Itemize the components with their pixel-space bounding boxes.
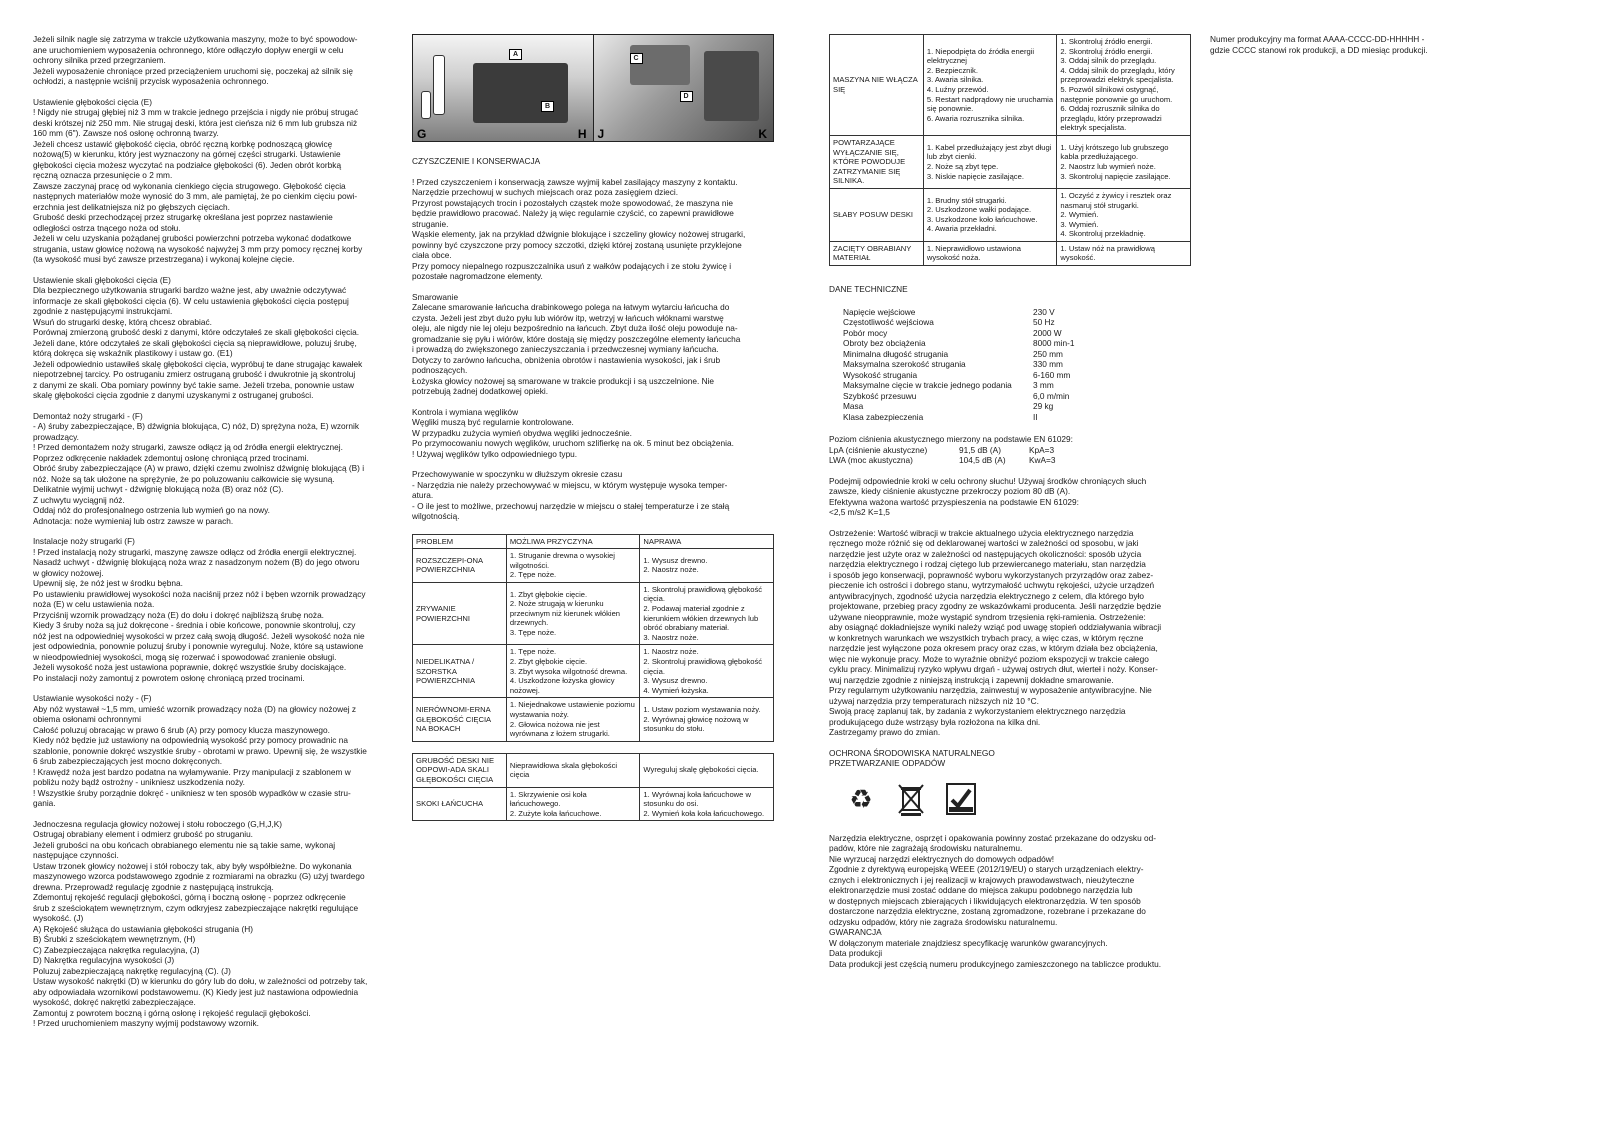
- text-line: Obróć śruby zabezpieczające (A) w prawo, dzięki czemu zwolnisz dźwignię blokującą (B) i: [33, 463, 365, 473]
- text-line: gromadzanie się pyłu i wiórów, które dostają się między poszczególne elementy łańcucha: [412, 333, 741, 344]
- text-line: ! Używaj węglików tylko odpowiedniego typu.: [412, 448, 578, 459]
- text-line: dostarczone narzędzia elektryczne, zostaną zgromadzone, rozebrane i przekazane do: [829, 906, 1146, 917]
- template-block-image: [433, 55, 445, 115]
- text-line: gdzie CCCC stanowi rok produkcji, a DD miesiąc produkcji.: [1210, 44, 1428, 55]
- text-line: więc nie wykonuje pracy. Może to wyraźnie obniżyć poziom ekspozycji w trakcie całego: [829, 653, 1149, 664]
- spec-label: Wysokość strugania: [843, 369, 918, 380]
- spec-value: 230 V: [1033, 306, 1055, 317]
- text-line: Narzędzie przechowuj w suchych miejscach oraz poza zasięgiem dzieci.: [412, 187, 679, 197]
- text-line: następnych materiałów może wynosić do 3 mm, ale pamiętaj, że po cienkim cięciu powi-: [33, 191, 358, 201]
- cause-cell: 1. Skrzywienie osi koła łańcuchowego. 2. Zużyte koła łańcuchowe.: [506, 787, 640, 821]
- text-line: odzysku odpadów, który nie zagraża środowisku naturalnemu.: [829, 916, 1058, 927]
- problem-cell: SŁABY POSUW DESKI: [830, 188, 924, 241]
- template-small-image: [421, 91, 431, 119]
- text-line: Jeżeli wysokość noża jest ustawiona poprawnie, dokręć wszystkie śruby dociskające.: [33, 662, 347, 672]
- table-row: [413, 787, 774, 821]
- text-line: będzie prawidłowo pracować. Należy ją więc regularnie czyścić, co zapewni prawidłowe: [412, 208, 734, 218]
- text-line: GWARANCJA: [829, 927, 882, 938]
- cause-cell: 1. Tępe noże. 2. Zbyt głębokie cięcie. 3. Zbyt wysoka wilgotność drewna. 4. Uszkodzone łożyska głowicy nożowej.: [506, 645, 640, 698]
- text-line: Wsuń do strugarki deskę, którą chcesz obrabiać.: [33, 316, 212, 327]
- noise-title: Poziom ciśnienia akustycznego mierzony na podstawie EN 61029:: [829, 434, 1073, 445]
- text-line: wilgotnością.: [412, 511, 460, 521]
- spec-value: 6,0 m/min: [1033, 390, 1070, 401]
- spec-value: II: [1033, 411, 1038, 422]
- problem-cell: ROZSZCZEPI-ONA POWIERZCHNIA: [413, 549, 507, 583]
- text-line: Jeżeli w celu uzyskania pożądanej grubości powierzchni potrzeba wykonać dodatkowe: [33, 233, 352, 243]
- text-line: nóż jest na odpowiedniej wysokości w przez całą swoją długość. Jeżeli wysokość noża nie: [33, 630, 365, 641]
- text-line: narzędzie jest użyte oraz w zależności od następujących okoliczności: sposób użycia: [829, 548, 1142, 559]
- text-line: którą dokręca się wskaźnik plastikowy i ustaw go. (E1): [33, 348, 233, 358]
- text-line: Smarowanie: [412, 291, 459, 302]
- text-line: wysokość. (J): [33, 913, 84, 923]
- planer-machine-image: [473, 63, 568, 123]
- fix-cell: Wyreguluj skalę głębokości cięcia.: [640, 753, 774, 787]
- table-header-fix: NAPRAWA: [640, 534, 774, 549]
- tech-specs: [843, 307, 1191, 423]
- text-line: używane nieopprawnie, może wystąpić syndrom trzęsienia ręki-ramienia. Ostrzeżenie:: [829, 611, 1146, 622]
- text-line: Przy pomocy niepalnego rozpuszczalnika usuń z wałków podających i ze stołu żywicę i: [412, 260, 732, 271]
- figure-label-g: G: [417, 126, 427, 141]
- text-line: Zawsze zaczynaj pracę od wykonania cienkiego cięcia strugowego. Głębokość cięcia: [33, 180, 346, 191]
- text-line: B) Śrubki z sześciokątem wewnętrznym, (H): [33, 934, 196, 944]
- fix-cell: 1. Oczyść z żywicy i resztek oraz nasmaruj stół strugarki. 2. Wymień. 3. Wymień. 4. Skontroluj przekładnię.: [1057, 188, 1191, 241]
- cause-cell: Nieprawidłowa skala głębokości cięcia: [506, 753, 640, 787]
- text-line: Jeżeli dane, które odczytałeś ze skali głębokości cięcia są nieprawidłowe, poluzuj śrubę,: [33, 337, 357, 348]
- text-line: Zamontuj z powrotem boczną i górną osłonę i rękojeść regulacji głębokości.: [33, 1007, 311, 1018]
- fix-cell: 1. Wysusz drewno. 2. Naostrz noże.: [640, 549, 774, 583]
- text-line: Jednoczesna regulacja głowicy nożowej i stołu roboczego (G,H,J,K): [33, 818, 283, 829]
- spacer: [33, 683, 396, 693]
- cause-cell: 1. Struganie drewna o wysokiej wilgotności. 2. Tępe noże.: [506, 549, 640, 583]
- text-line: Narzędzia elektryczne, osprzęt i opakowania powinny zostać przekazane do odzysku od-: [829, 832, 1156, 843]
- text-line: ! Przed demontażem noży strugarki, zawsze odłącz ją od źródła energii elektrycznej.: [33, 442, 343, 452]
- table-spacer: [413, 741, 774, 753]
- spec-row: [843, 317, 1191, 328]
- spec-value: 50 Hz: [1033, 317, 1055, 328]
- spec-label: Szybkość przesuwu: [843, 390, 917, 401]
- text-line: używaj narzędzia przy temperaturach niższych niż 10 °C.: [829, 695, 1039, 706]
- column-2: [412, 34, 774, 821]
- spec-value: 3 mm: [1033, 380, 1054, 391]
- text-line: Demontaż noży strugarki - (F): [33, 410, 143, 421]
- text-line: ochrony silnika przed przegrzaniem.: [33, 55, 166, 65]
- text-line: Węgliki muszą być regularnie kontrolowane.: [412, 417, 574, 427]
- text-line: Efektywna ważona wartość przyspieszenia na podstawie EN 61029:: [829, 496, 1079, 507]
- text-line: (ta wysokość musi być zawsze przestrzegana) i wykonaj kolejne cięcie.: [33, 254, 295, 264]
- table-row: [830, 241, 1191, 265]
- text-line: Po instalacji noży zamontuj z powrotem osłonę chroniącą przed trocinami.: [33, 672, 305, 683]
- callout-d: D: [680, 91, 693, 102]
- spacer: [412, 282, 774, 292]
- text-line: Ostrugaj obrabiany element i odmierz grubość po struganiu.: [33, 829, 253, 839]
- spec-value: 250 mm: [1033, 348, 1063, 359]
- spec-label: Napięcie wejściowe: [843, 306, 916, 317]
- text-line: aby osiągnąć dokładniejsze wyniki należy wziąć pod uwagę stopień oddziaływania wibracji: [829, 622, 1162, 633]
- text-line: strugania, ustaw głowicę nożową na wysokość najwyżej 3 mm przy pomocy ręcznej korby: [33, 243, 363, 254]
- spec-row: [843, 370, 1191, 381]
- text-line: potrzebują żadnej dodatkowej opieki.: [412, 386, 549, 396]
- text-line: i sposób jego konserwacji, poprawność wyboru wykorzystanych przyrządów oraz zabez-: [829, 569, 1154, 580]
- spacer: [829, 518, 1191, 528]
- text-line: Ustaw wysokość nakrętki (D) w kierunku do góry lub do dołu, w zależności od potrzeby tak,: [33, 976, 368, 986]
- spec-label: Klasa zabezpieczenia: [843, 411, 924, 422]
- text-line: szablonie, ponownie dokręć wszystkie śruby - obrotami w prawo. Upewnij się, że wszystkie: [33, 745, 367, 756]
- text-line: Ustawianie wysokości noży - (F): [33, 693, 152, 703]
- text-line: Kontrola i wymiana węglików: [412, 406, 519, 417]
- text-line: OCHRONA ŚRODOWISKA NATURALNEGO: [829, 747, 995, 758]
- figure-label-k: K: [758, 126, 767, 141]
- text-line: Instalacje noży strugarki (F): [33, 536, 135, 546]
- figure-label-h: H: [577, 126, 587, 141]
- text-line: Kiedy nóż będzie już ustawiony na odpowiednią wysokość przy pomocy prowadnic na: [33, 735, 348, 745]
- planer-head-image: [630, 45, 690, 85]
- fix-cell: 1. Ustaw nóż na prawidłową wysokość.: [1057, 241, 1191, 265]
- text-line: pieczenie ich ostrości i dobrego stanu, wytrzymałość uchwytu rękojeści, użycie urządzeń: [829, 580, 1155, 591]
- text-line: 6 śrub zabezpieczających jest mocno dokręconych.: [33, 756, 223, 766]
- spec-row: [843, 338, 1191, 349]
- text-line: Ustaw trzonek głowicy nożowej i stół roboczy tak, aby były współbieżne. Do wykonania: [33, 860, 352, 871]
- text-line: Upewnij się, że nóż jest w środku bębna.: [33, 578, 183, 588]
- spec-row: [843, 349, 1191, 360]
- text-line: Ustawienie skali głębokości cięcia (E): [33, 274, 171, 285]
- spacer: [33, 809, 396, 819]
- fix-cell: 1. Naostrz noże. 2. Skontroluj prawidłową głębokość cięcia. 3. Wysusz drewno. 4. Wymień łożyska.: [640, 645, 774, 698]
- text-line: w konkretnych warunkach we wszystkich trybach pracy, a więc czas, w którym ręczne: [829, 632, 1144, 643]
- text-line: Zdemontuj rękojeść regulacji głębokości, górną i boczną osłonę - poprzez odkręcenie: [33, 892, 346, 902]
- text-line: Zalecane smarowanie łańcucha drabinkowego polega na łatwym wytarciu łańcucha do: [412, 302, 730, 312]
- noise-block: [829, 434, 1191, 466]
- text-line: Ustawienie głębokości cięcia (E): [33, 96, 152, 107]
- text-line: ! Przed instalacją noży strugarki, maszynę zawsze odłącz od źródła energii elektrycznej.: [33, 546, 357, 557]
- text-line: Nie wyrzucaj narzędzi elektrycznych do domowych odpadów!: [829, 853, 1055, 864]
- text-line: Po ustawieniu prawidłowej wysokości noża naciśnij przez nóż i bęben wzornik prowadzący: [33, 588, 366, 599]
- text-line: padów, które nie zagrażają środowisku naturalnemu.: [829, 843, 1023, 854]
- noise-label: LpA (ciśnienie akustyczne): [829, 444, 928, 455]
- text-line: Jeżeli silnik nagle się zatrzyma w trakcie użytkowania maszyny, może to być spowodow-: [33, 34, 358, 44]
- table-header-cause: MOŻLIWA PRZYCZYNA: [506, 534, 640, 549]
- recycle-icon: ♻: [849, 783, 873, 814]
- text-line: zawsze, kiedy ciśnienie akustyczne przekroczy poziom 80 dB (A).: [829, 486, 1071, 497]
- noise-k-value: KpA=3: [1029, 444, 1055, 455]
- spec-value: 6-160 mm: [1033, 369, 1071, 380]
- text-line: Adnotacja: noże wymieniaj lub ostrz zawsze w parach.: [33, 515, 234, 526]
- text-line: ochłodzi, a następnie wciśnij przycisk wyposażenia ochronnego.: [33, 76, 269, 86]
- spacer: [412, 459, 774, 469]
- text-line: Przyrost powstających trocin i pozostałych cząstek może spowodować, że maszyna nie: [412, 197, 733, 208]
- text-line: 160 mm (6"). Zawsze noś osłonę ochronną twarzy.: [33, 128, 219, 138]
- text-line: Porównaj zmierzoną grubość deski z danymi, które odczytałeś ze skali głębokości cięcia.: [33, 327, 360, 337]
- disposal-text: [829, 833, 1191, 970]
- problem-cell: ZACIĘTY OBRABIANY MATERIAŁ: [830, 241, 924, 265]
- text-line: Delikatnie wyjmij uchwyt - dźwignię blokującą noża (B) oraz nóż (C).: [33, 484, 284, 494]
- text-line: maszynowego wzorca podstawowego zgodnie z rozmiarami na obrazku (G) użyj twardego: [33, 871, 365, 881]
- spacer: [33, 526, 396, 536]
- text-line: antywibracyjnych, zgodność użycia narzędzia elektrycznego z celem, dla którego było: [829, 590, 1144, 601]
- maintenance-text: [412, 156, 774, 522]
- text-line: projektowane, przebieg pracy zgodny ze wskazówkami producenta. Jeśli narzędzie będzie: [829, 601, 1162, 612]
- noise-k-value: KwA=3: [1029, 455, 1056, 466]
- text-line: jest odpowiednia, ponownie poluzuj śruby i ponownie wyreguluj. Noże, które są ustawione: [33, 641, 364, 651]
- noise-label: LWA (moc akustyczna): [829, 455, 913, 466]
- text-line: ! Przed uruchomieniem maszyny wyjmij podstawowy wzornik.: [33, 1018, 259, 1028]
- text-line: noża (E) w celu ustawienia noża.: [33, 599, 155, 609]
- text-line: produkującego duże wstrząsy była rozłożona na kilka dni.: [829, 716, 1041, 727]
- spec-label: Masa: [843, 401, 864, 412]
- text-line: Ostrzeżenie: Wartość wibracji w trakcie aktualnego użycia elektrycznego narzędzia: [829, 527, 1134, 538]
- fix-cell: 1. Użyj krótszego lub grubszego kabla przedłużającego. 2. Naostrz lub wymień noże. 3. Skontroluj napięcie zasilające.: [1057, 135, 1191, 188]
- callout-a: A: [509, 49, 522, 60]
- figure-panel-jk: [594, 35, 774, 141]
- text-line: obiema osłonami ochronnymi: [33, 714, 141, 724]
- text-line: struganie.: [412, 218, 449, 229]
- spacer: [412, 397, 774, 407]
- text-line: narzędzie jest wyłączone poza okresem pracy oraz czas, w którym działa bez obciążenia,: [829, 643, 1158, 654]
- text-line: A) Rękojeść służąca do ustawiania głębokości strugania (H): [33, 923, 253, 934]
- text-line: Data produkcji: [829, 948, 883, 959]
- text-line: ręcznego może różnić się od deklarowanej wartości w zależności od sposobu, w jaki: [829, 538, 1139, 549]
- troubleshooting-table-1: [412, 534, 774, 822]
- text-line: - Narzędzia nie należy przechowywać w miejscu, w którym występuje wysoka temper-: [412, 479, 728, 490]
- table-row: [413, 753, 774, 787]
- text-line: Z uchwytu wyciągnij nóż.: [33, 494, 125, 505]
- spec-row: [843, 380, 1191, 391]
- table-row: [413, 582, 774, 645]
- cause-cell: 1. Zbyt głębokie cięcie. 2. Noże strugają w kierunku przeciwnym niż kierunek włókien drzewnych. 3. Tępe noże.: [506, 582, 640, 645]
- spec-label: Obroty bez obciążenia: [843, 338, 926, 349]
- figure-label-j: J: [597, 126, 605, 141]
- text-line: nożową(5) w kierunku, który jest wyznaczony na górnej części strugarki. Ustawienie: [33, 149, 341, 159]
- callout-c: C: [630, 53, 643, 64]
- spacer: [33, 265, 396, 275]
- text-line: czysta. Jeżeli jest zbyt dużo pyłu lub wiórów itp, wetrzyj w łańcuch włóknami warstwę: [412, 312, 724, 323]
- text-line: erzchnia jest delikatniejsza niż po głębszych cięciach.: [33, 201, 230, 212]
- text-line: Kiedy 3 śruby noża są już dokręcone - średnia i obie końcowe, ponownie skontroluj, czy: [33, 620, 356, 630]
- problem-cell: GRUBOŚĆ DESKI NIE ODPOWI-ADA SKALI GŁĘBOKOŚCI CIĘCIA: [413, 753, 507, 787]
- text-line: ciała obce.: [412, 250, 452, 260]
- text-line: pozostałe nagromadzone elementy.: [412, 271, 543, 281]
- planer-side-image: [704, 51, 759, 121]
- spec-row: [843, 328, 1191, 339]
- table-row: [413, 698, 774, 741]
- text-line: skalę głębokości cięcia zgodnie z danymi uzyskanymi z ostruganej grubości.: [33, 390, 314, 400]
- text-line: z danymi ze skali. Oba pomiary powinny być takie same. Jeżeli trzeba, ponownie ustaw: [33, 379, 354, 390]
- cause-cell: 1. Kabel przedłużający jest zbyt długi lub zbyt cienki. 2. Noże są zbyt tępe. 3. Niskie napięcie zasilające.: [923, 135, 1057, 188]
- text-line: Numer produkcyjny ma format AAAA-CCCC-DD-HHHHH -: [1210, 34, 1425, 44]
- fix-cell: 1. Ustaw poziom wystawania noży. 2. Wyrównaj głowicę nożową w stosunku do stołu.: [640, 698, 774, 741]
- rohs-icon: [943, 781, 979, 817]
- text-line: cyklu pracy. Minimalizuj ryzyko wpływu drgań - używaj ostrych dłut, wierteł i noży. Konser-: [829, 664, 1158, 675]
- troubleshooting-table-2: [829, 34, 1191, 266]
- text-line: Swoją pracę zaplanuj tak, by zadania z wykorzystaniem elektrycznego narzędzia: [829, 706, 1126, 717]
- problem-cell: SKOKI ŁAŃCUCHA: [413, 787, 507, 821]
- text-line: Poprzez odkręcenie nakładek zdemontuj osłonę chroniącą przed trocinami.: [33, 452, 309, 463]
- text-line: narzędzia elektrycznego i rodzaj ciętego lub przewiercanego materiału, stan narzędzia: [829, 559, 1146, 570]
- text-line: Jeżeli chcesz ustawić głębokość cięcia, obróć ręczną korbkę podnoszącą głowicę: [33, 138, 333, 149]
- text-line: Dla bezpiecznego użytkowania strugarki bardzo ważne jest, aby uważnie odczytywać: [33, 285, 347, 295]
- spec-row: [843, 359, 1191, 370]
- noise-value: 91,5 dB (A): [959, 444, 1001, 455]
- text-line: cznych i elektronicznych i jej realizacji w krajowych prawodawstwach, nieużyteczne: [829, 874, 1135, 885]
- text-line: D) Nakrętka regulacyjna wysokości (J): [33, 955, 175, 965]
- spec-value: 8000 min-1: [1033, 338, 1075, 349]
- text-line: pobliżu noży bądź ostrożny - unikniesz uszkodzenia noży.: [33, 777, 245, 787]
- problem-cell: POWTARZAJĄCE WYŁĄCZANIE SIĘ, KTÓRE POWODUJE ZATRZYMANIE SIĘ SILNIKA.: [830, 135, 924, 188]
- text-line: oleju, ale nigdy nie lej oleju bezpośrednio na łańcuch. Zbyt duża ilość oleju powoduje na-: [412, 323, 738, 333]
- column-4: [1210, 34, 1472, 55]
- text-line: Podejmij odpowiednie kroki w celu ochrony słuchu! Używaj środków chroniących słuch: [829, 475, 1147, 486]
- weee-bin-icon: [893, 781, 929, 817]
- text-line: ! Krawędź noża jest bardzo podatna na wyłamywanie. Przy manipulacji z szablonem w: [33, 766, 351, 777]
- text-line: drewna. Przeprowadź regulację zgodnie z następującą instrukcją.: [33, 881, 274, 892]
- problem-cell: NIERÓWNOMI-ERNA GŁĘBOKOŚĆ CIĘCIA NA BOKACH: [413, 698, 507, 741]
- text-line: gania.: [33, 798, 56, 808]
- text-line: zgodnie z następującymi instrukcjami.: [33, 306, 173, 316]
- text-line: Przyciśnij wzornik prowadzący noża (E) do dołu i dokręć najbliższą śrubę noża.: [33, 609, 324, 620]
- spec-row: [843, 391, 1191, 402]
- figure-ghjk: [412, 34, 774, 142]
- fix-cell: 1. Skontroluj prawidłową głębokość cięcia. 2. Podawaj materiał zgodnie z kierunkiem włókien drzewnych lub obróć obrabiany materiał. 3. Naostrz noże.: [640, 582, 774, 645]
- text-line: i prowadzą do zwiększonego zanieczyszczania i przedwczesnej wymiany łańcucha.: [412, 344, 719, 354]
- table-row: [830, 35, 1191, 136]
- cause-cell: 1. Niejednakowe ustawienie poziomu wystawania noży. 2. Głowica nożowa nie jest wyrównana z łożem strugarki.: [506, 698, 640, 741]
- table-row: [413, 645, 774, 698]
- text-line: <2,5 m/s2 K=1,5: [829, 507, 890, 518]
- fix-cell: 1. Wyrównaj koła łańcuchowe w stosunku do osi. 2. Wymień koła koła łańcuchowego.: [640, 787, 774, 821]
- text-line: ręczną oznacza przesunięcie o 2 mm.: [33, 170, 173, 180]
- text-line: - O ile jest to możliwe, przechowuj narzędzie w miejscu o stałej temperaturze i ze stałą: [412, 500, 730, 511]
- text-line: elektronarzędzie musi zostać oddane do miejsca zakupu podobnego narzędzia lub: [829, 885, 1133, 896]
- text-line: C) Zabezpieczająca nakrętka regulacyjna, (J): [33, 944, 200, 955]
- spacer: [33, 87, 396, 97]
- text-line: Całość poluzuj obracając w prawo 6 śrub (A) przy pomocy klucza maszynowego.: [33, 724, 330, 735]
- text-line: prowadzący.: [33, 431, 79, 442]
- noise-row: [829, 455, 1191, 466]
- text-line: ! Nigdy nie strugaj głębiej niż 3 mm w trakcie jednego przejścia i nigdy nie próbuj strugać: [33, 107, 359, 117]
- text-line: Wąskie elementy, jak na przykład dźwignie blokujące i szczeliny głowicy nożowej strugarki,: [412, 229, 746, 239]
- cause-cell: 1. Nieprawidłowo ustawiona wysokość noża.: [923, 241, 1057, 265]
- cause-cell: 1. Brudny stół strugarki. 2. Uszkodzone wałki podające. 3. Uszkodzone koło łańcuchowe. 4. Awaria przekładni.: [923, 188, 1057, 241]
- text-line: podnoszących.: [412, 365, 468, 375]
- text-line: śrub z sześciokątem wewnętrznym, czym odkryjesz zabezpieczające nakrętki regulujące: [33, 902, 359, 913]
- text-line: ane uruchomieniem wyposażenia ochronnego, które odłączyło dopływ energii w celu: [33, 44, 344, 55]
- text-line: deski krótszej niż 250 mm. Nie strugaj deski, która jest cieńsza niż 6 mm lub grubsza niż: [33, 117, 358, 128]
- text-line: w dostępnych miejscach zbierających i likwidujących elektronarzędzia. W ten sposób: [829, 895, 1141, 906]
- spec-label: Maksymalna szerokość strugania: [843, 359, 966, 370]
- text-line: głębokości cięcia możesz wyczytać na podziałce głębokości (6). Jeden obrót korbką: [33, 159, 342, 170]
- text-line: ! Wszystkie śruby porządnie dokręć - unikniesz w ten sposób wypadków w czasie stru-: [33, 787, 351, 798]
- warnings-text: [829, 476, 1191, 769]
- tech-data-title: DANE TECHNICZNE: [829, 284, 908, 295]
- text-line: Nasadź uchwyt - dźwignię blokującą noża wraz z nasadzonym nożem (B) do jego otworu: [33, 557, 360, 567]
- text-line: w nieodpowiedniej wysokości, mogą się rozerwać i spowodować zranienie obsługi.: [33, 651, 337, 662]
- spacer: [829, 738, 1191, 748]
- text-line: powinny być czyszczone przy pomocy szczotki, dzięki której zostaną usunięte przyklejone: [412, 239, 742, 250]
- text-line: Dotyczy to zarówno łańcucha, obniżenia obrotów i nastawienia wysokości, jak i śrub: [412, 354, 721, 365]
- text-line: Zastrzegamy prawo do zmian.: [829, 727, 941, 738]
- table-row: [830, 188, 1191, 241]
- text-line: W przypadku zużycia wymień obydwa węgliki jednocześnie.: [412, 427, 632, 438]
- column-3: [829, 34, 1191, 969]
- figure-panel-gh: [413, 35, 594, 141]
- text-line: PRZETWARZANIE ODPADÓW: [829, 758, 946, 769]
- fix-cell: 1. Skontroluj źródło energii. 2. Skontroluj źródło energii. 3. Oddaj silnik do przeglądu. 4. Oddaj silnik do przeglądu, który przeprowadzi elektryk specjalista. 5. Pozwól silnikowi ostygnąć, następnie ponownie go uruchom. 6. Oddaj rozrusznik silnika do przeglądu, który przeprowadzi elektryk specjalista.: [1057, 35, 1191, 136]
- text-line: atura.: [412, 490, 434, 500]
- text-line: aby odpowiadała wzornikowi podstawowemu. (K) Kiedy jest już nastawiona odpowiednia: [33, 986, 359, 997]
- environment-icons: [843, 781, 1191, 817]
- spec-value: 29 kg: [1033, 401, 1054, 412]
- callout-b: B: [541, 101, 554, 112]
- text-line: wuj narzędzie zgodnie z niniejszą instrukcją i zapewnij dokładne smarowanie.: [829, 674, 1114, 685]
- text-line: Przechowywanie w spoczynku w dłuższym okresie czasu: [412, 469, 623, 479]
- text-line: w głowicy nożowej.: [33, 567, 104, 578]
- spec-label: Częstotliwość wejściowa: [843, 317, 934, 328]
- spec-row: [843, 307, 1191, 318]
- text-line: Jeżeli wyposażenie chroniące przed przeciążeniem uruchomi się, poczekaj aż silnik się: [33, 65, 354, 76]
- spec-label: Pobór mocy: [843, 327, 888, 338]
- text-line: Jeżeli grubości na obu końcach obrabianego elementu nie są takie same, wykonaj: [33, 839, 336, 850]
- text-line: nóż. Noże są tak ułożone na sprężynie, że po poluzowaniu całkowicie się wysuną.: [33, 473, 335, 484]
- spec-label: Minimalna długość strugania: [843, 348, 949, 359]
- problem-cell: NIEDELIKATNA / SZORSTKA POWIERZCHNIA: [413, 645, 507, 698]
- text-line: odległości ostrza tnącego noża od stołu.: [33, 222, 181, 233]
- text-line: Łożyska głowicy nożowej są smarowane w trakcie produkcji i są uszczelnione. Nie: [412, 375, 715, 386]
- text-line: informacje ze skali głębokości cięcia (6). W celu ustawienia głębokości cięcia postępuj: [33, 295, 349, 306]
- spec-value: 330 mm: [1033, 359, 1063, 370]
- table-row: [413, 549, 774, 583]
- text-line: następujące czynności.: [33, 850, 119, 860]
- text-line: wysokość, dokręć nakrętki zabezpieczające.: [33, 997, 196, 1007]
- text-line: Po przymocowaniu nowych węglików, uruchom szlifierkę na ok. 5 minut bez obciążenia.: [412, 438, 734, 448]
- spacer: [412, 167, 774, 177]
- spec-row: [843, 412, 1191, 423]
- table-header-problem: PROBLEM: [413, 534, 507, 549]
- column-1: [33, 34, 396, 1029]
- text-line: niepotrzebnej tarcicy. Po ostruganiu zmierz ostruganą grubość i dwukrotnie ją skontroluj: [33, 369, 356, 379]
- cause-cell: 1. Niepodpięta do źródła energii elektrycznej 2. Bezpiecznik. 3. Awaria silnika. 4. Luźny przewód. 5. Restart nadprądowy nie uruchamia się ponownie. 6. Awaria rozrusznika silnika.: [923, 35, 1057, 136]
- spec-row: [843, 401, 1191, 412]
- text-line: Przy regularnym użytkowaniu narzędzia, zainwestuj w wyposażenie antywibracyjne. Nie: [829, 685, 1152, 696]
- noise-value: 104,5 dB (A): [959, 455, 1006, 466]
- noise-row: [829, 445, 1191, 456]
- problem-cell: MASZYNA NIE WŁĄCZA SIĘ: [830, 35, 924, 136]
- text-line: Poluzuj zabezpieczającą nakrętkę regulacyjną (C). (J): [33, 965, 231, 976]
- table-row: [830, 135, 1191, 188]
- text-line: Data produkcji jest częścią numeru produkcyjnego zamieszczonego na tabliczce produktu.: [829, 958, 1162, 969]
- text-line: Aby nóż wystawał ~1,5 mm, umieść wzornik prowadzący noża (D) na głowicy nożowej z: [33, 703, 357, 714]
- text-line: - A) śruby zabezpieczające, B) dźwignia blokująca, C) nóż, D) sprężyna noża, E) wzornik: [33, 421, 360, 431]
- spec-value: 2000 W: [1033, 327, 1062, 338]
- text-line: Zgodnie z dyrektywą europejską WEEE (2012/19/EU) o starych urządzeniach elektry-: [829, 864, 1144, 875]
- spacer: [33, 401, 396, 411]
- text-line: Grubość deski przechodzącej przez strugarkę określana jest poprzez nastawienie: [33, 212, 333, 222]
- text-line: ! Przed czyszczeniem i konserwacją zawsze wyjmij kabel zasilający maszyny z kontaktu.: [412, 176, 738, 187]
- text-line: Oddaj nóż do profesjonalnego ostrzenia lub wymień go na nowy.: [33, 505, 270, 515]
- text-line: W dołączonym materiale znajdziesz specyfikację warunków gwarancyjnych.: [829, 937, 1108, 948]
- spec-label: Maksymalne cięcie w trakcie jednego podania: [843, 380, 1012, 391]
- text-line: CZYSZCZENIE I KONSERWACJA: [412, 156, 541, 166]
- text-line: Jeżeli odpowiednio ustawiłeś skalę głębokości cięcia, wypróbuj te dane strugając kawałek: [33, 358, 363, 369]
- problem-cell: ZRYWANIE POWIERZCHNI: [413, 582, 507, 645]
